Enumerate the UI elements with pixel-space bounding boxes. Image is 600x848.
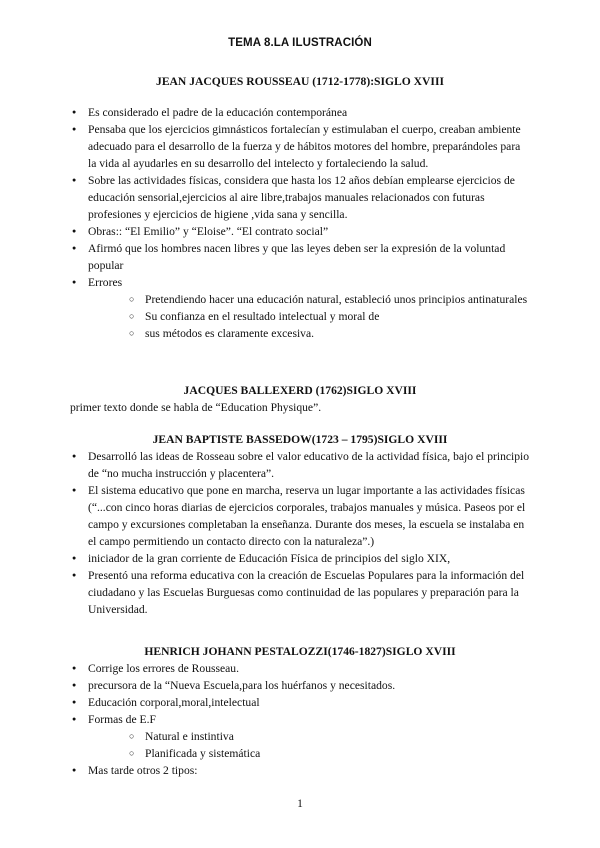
section-bassedow: [70, 432, 530, 618]
section-ballexerd: [70, 383, 530, 416]
section-pestalozzi: [70, 644, 530, 779]
section-heading: JEAN BAPTISTE BASSEDOW(1723 – 1795)SIGLO XVIII: [152, 433, 448, 446]
list-item: ● Pensaba que los ejercicios gimnásticos fortalecían y estimulaban el cuerpo, creaban ambiente adecuado para el desarrollo de la fuerza y de hábitos motores del hombre, preparándoles para la vida al ayudarles en su desarrollo del intelecto y fortaleciendo la salud.: [70, 121, 530, 172]
list-item: ● Obras:: “El Emilio” y “Eloise”. “El contrato social”: [70, 223, 530, 240]
list-item: ● Presentó una reforma educativa con la creación de Escuelas Populares para la información del ciudadano y las Escuelas Burguesas como continuidad de las populares y preparación para la Universidad.: [70, 567, 530, 618]
sub-list-item: ○ Planificada y sistemática: [70, 745, 530, 762]
list-item: ● Formas de E.F: [70, 711, 530, 728]
list-item: ● iniciador de la gran corriente de Educación Física de principios del siglo XIX,: [70, 550, 530, 567]
sub-list-item: ○ Pretendiendo hacer una educación natural, estableció unos principios antinaturales: [70, 291, 530, 308]
bullet-list: [70, 104, 530, 342]
list-item: ● Educación corporal,moral,intelectual: [70, 694, 530, 711]
list-item: ● Afirmó que los hombres nacen libres y que las leyes deben ser la expresión de la voluntad popular: [70, 240, 530, 274]
sub-list-item: ○ Su confianza en el resultado intelectual y moral de: [70, 308, 530, 325]
section-rousseau: [70, 74, 530, 342]
section-text: primer texto donde se habla de “Education Physique”.: [70, 401, 322, 414]
page-title: TEMA 8.LA ILUSTRACIÓN: [228, 37, 372, 49]
list-item: ● Corrige los errores de Rousseau.: [70, 660, 530, 677]
list-item: ● Es considerado el padre de la educación contemporánea: [70, 104, 530, 121]
list-item: ● precursora de la “Nueva Escuela,para los huérfanos y necesitados.: [70, 677, 530, 694]
section-heading: HENRICH JOHANN PESTALOZZI(1746-1827)SIGLO XVIII: [144, 645, 456, 658]
sub-list-item: ○ sus métodos es claramente excesiva.: [70, 325, 530, 342]
list-item: ● Sobre las actividades físicas, considera que hasta los 12 años debían emplearse ejercicios de educación sensorial,ejercicios al aire libre,trabajos manuales relacionados con futuras profesiones y ejercicios de higiene ,vida sana y sencilla.: [70, 172, 530, 223]
list-item: ● Mas tarde otros 2 tipos:: [70, 762, 530, 779]
bullet-list: [70, 660, 530, 779]
list-item: ● Desarrolló las ideas de Rosseau sobre el valor educativo de la actividad física, bajo el principio de “no mucha instrucción y placentera”.: [70, 448, 530, 482]
list-item: ● Errores: [70, 274, 530, 291]
page-number: 1: [297, 798, 303, 810]
section-heading: JACQUES BALLEXERD (1762)SIGLO XVIII: [183, 384, 417, 397]
list-item: ● El sistema educativo que pone en marcha, reserva un lugar importante a las actividades físicas (“...con cinco horas diarias de ejercicios corporales, trabajos manuales y música. Paseos por el campo y excursiones completaban la enseñanza. Durante dos meses, la escuela se instalaba en el campo permitiendo un contacto directo con la naturaleza”.): [70, 482, 530, 550]
sub-list-item: ○ Natural e instintiva: [70, 728, 530, 745]
section-heading: JEAN JACQUES ROUSSEAU (1712-1778):SIGLO XVIII: [156, 75, 444, 88]
bullet-list: [70, 448, 530, 618]
